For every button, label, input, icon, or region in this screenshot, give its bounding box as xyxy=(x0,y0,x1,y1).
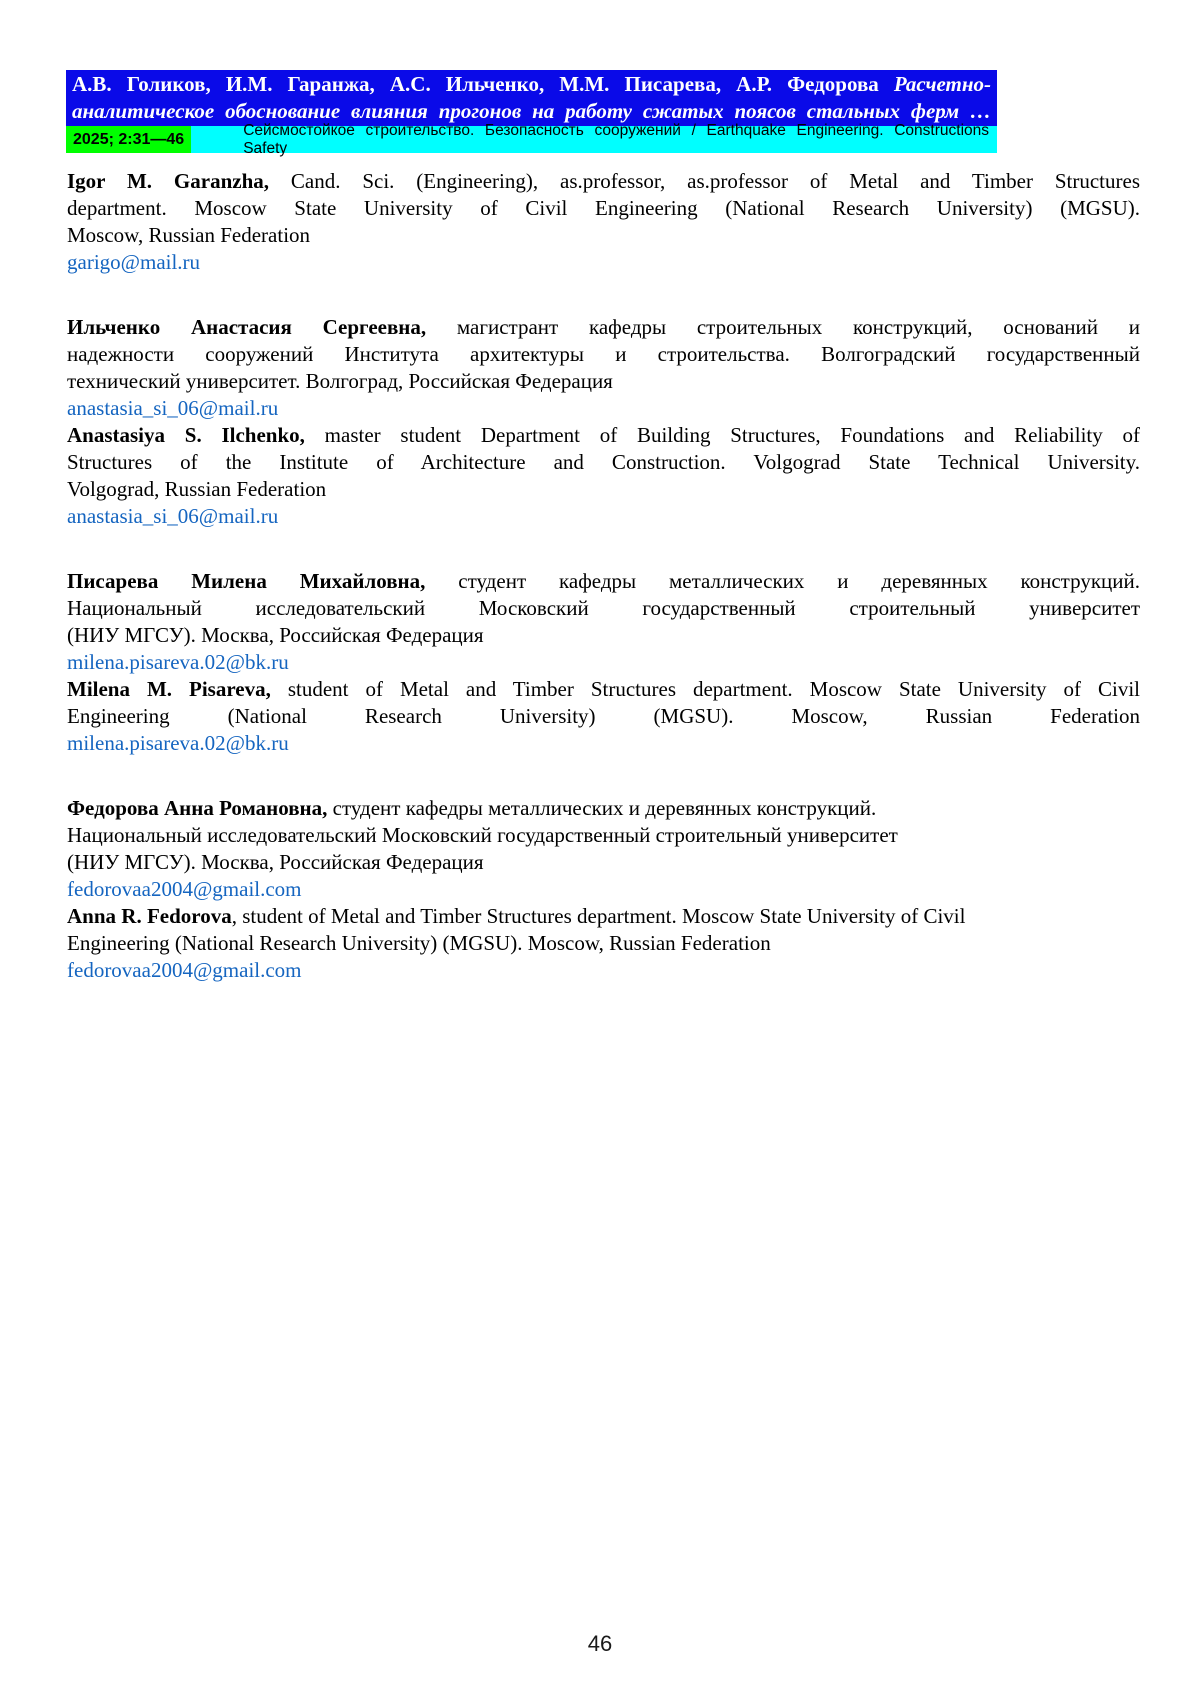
author-email-line xyxy=(67,249,1140,276)
author-block-fedorova-en xyxy=(67,903,1140,984)
author-affiliation-line: department. Moscow State University of Civil Engineering (National Research University) (MGSU). xyxy=(67,196,1140,220)
paragraph-gap xyxy=(67,276,1140,314)
banner-authors-line xyxy=(72,71,991,98)
journal-bar xyxy=(66,121,997,157)
author-name: Anna R. Fedorova xyxy=(67,904,232,928)
author-location-line: (НИУ МГСУ). Москва, Российская Федерация xyxy=(67,850,484,874)
author-name: Igor M. Garanzha, xyxy=(67,169,269,193)
banner-authors: А.В. Голиков, И.М. Гаранжа, А.С. Ильченко, М.М. Писарева, А.Р. Федорова xyxy=(72,72,879,96)
author-role: , student of Metal and Timber Structures department. Moscow State University of Civil xyxy=(231,904,966,928)
author-name: Anastasiya S. Ilchenko, xyxy=(67,423,305,447)
author-block-garanzha-en xyxy=(67,168,1140,276)
author-affiliation-line: Национальный исследовательский Московский государственный строительный университет xyxy=(67,596,1140,620)
author-role: магистрант кафедры строительных конструкций, оснований и xyxy=(456,315,1140,339)
author-block-fedorova-ru xyxy=(67,795,1140,903)
author-email-line xyxy=(67,957,1140,984)
author-line xyxy=(67,314,1140,341)
author-role: студент кафедры металлических и деревянных конструкций. xyxy=(332,796,877,820)
author-line xyxy=(67,795,1140,822)
author-role: студент кафедры металлических и деревянных конструкций. xyxy=(458,569,1141,593)
author-name: Федорова Анна Романовна, xyxy=(67,796,328,820)
author-role: Cand. Sci. (Engineering), as.professor, as.professor of Metal and Timber Structures xyxy=(290,169,1140,193)
author-location-line: (НИУ МГСУ). Москва, Российская Федерация xyxy=(67,623,484,647)
author-name: Писарева Милена Михайловна, xyxy=(67,569,426,593)
author-affiliation-line: надежности сооружений Института архитектуры и строительства. Волгоградский государственный xyxy=(67,342,1140,366)
author-line xyxy=(67,676,1140,703)
author-name: Milena M. Pisareva, xyxy=(67,677,271,701)
author-email-link[interactable]: fedorovaa2004@gmail.com xyxy=(67,958,302,982)
author-name: Ильченко Анастасия Сергеевна, xyxy=(67,315,427,339)
page-number: 46 xyxy=(587,1631,613,1656)
author-affiliation-line: Национальный исследовательский Московский государственный строительный университет xyxy=(67,823,898,847)
author-email-link[interactable]: garigo@mail.ru xyxy=(67,250,201,274)
author-line xyxy=(67,568,1140,595)
article-title-banner xyxy=(66,70,997,126)
author-email-line xyxy=(67,876,1140,903)
author-affiliation-line: Engineering (National Research University) (MGSU). Moscow, Russian Federation xyxy=(67,704,1140,728)
author-location-line: технический университет. Волгоград, Российская Федерация xyxy=(67,369,613,393)
author-email-line xyxy=(67,395,1140,422)
paragraph-gap xyxy=(67,757,1140,795)
author-email-line xyxy=(67,730,1140,757)
issue-badge: 2025; 2:31—46 xyxy=(66,126,191,153)
author-role: master student Department of Building Structures, Foundations and Reliability of xyxy=(324,423,1140,447)
paragraph-gap xyxy=(67,530,1140,568)
banner-title-part1: Расчетно- xyxy=(893,72,992,96)
author-email-line xyxy=(67,649,1140,676)
journal-name: Сейсмостойкое строительство. Безопасность сооружений / Earthquake Engineering. Constructions Safety xyxy=(243,121,989,157)
author-affiliation-line: Engineering (National Research University) (MGSU). Moscow, Russian Federation xyxy=(67,931,771,955)
author-line xyxy=(67,168,1140,195)
author-email-link[interactable]: milena.pisareva.02@bk.ru xyxy=(67,650,289,674)
author-line xyxy=(67,903,1140,930)
author-block-ilchenko-ru xyxy=(67,314,1140,422)
author-location-line: Volgograd, Russian Federation xyxy=(67,477,327,501)
author-block-ilchenko-en xyxy=(67,422,1140,530)
author-line xyxy=(67,422,1140,449)
author-block-pisareva-ru xyxy=(67,568,1140,676)
author-location-line: Moscow, Russian Federation xyxy=(67,223,311,247)
author-email-link[interactable]: anastasia_si_06@mail.ru xyxy=(67,504,279,528)
authors-section xyxy=(67,168,1140,984)
author-email-link[interactable]: anastasia_si_06@mail.ru xyxy=(67,396,279,420)
author-email-line xyxy=(67,503,1140,530)
article-banner xyxy=(66,70,997,157)
banner-title-part2: аналитическое обоснование влияния прогонов на работу сжатых поясов стальных ферм … xyxy=(72,98,991,123)
author-email-link[interactable]: fedorovaa2004@gmail.com xyxy=(67,877,302,901)
author-block-pisareva-en xyxy=(67,676,1140,757)
author-email-link[interactable]: milena.pisareva.02@bk.ru xyxy=(67,731,289,755)
author-affiliation-line: Structures of the Institute of Architecture and Construction. Volgograd State Technical University. xyxy=(67,450,1140,474)
author-role: student of Metal and Timber Structures department. Moscow State University of Civil xyxy=(287,677,1141,701)
